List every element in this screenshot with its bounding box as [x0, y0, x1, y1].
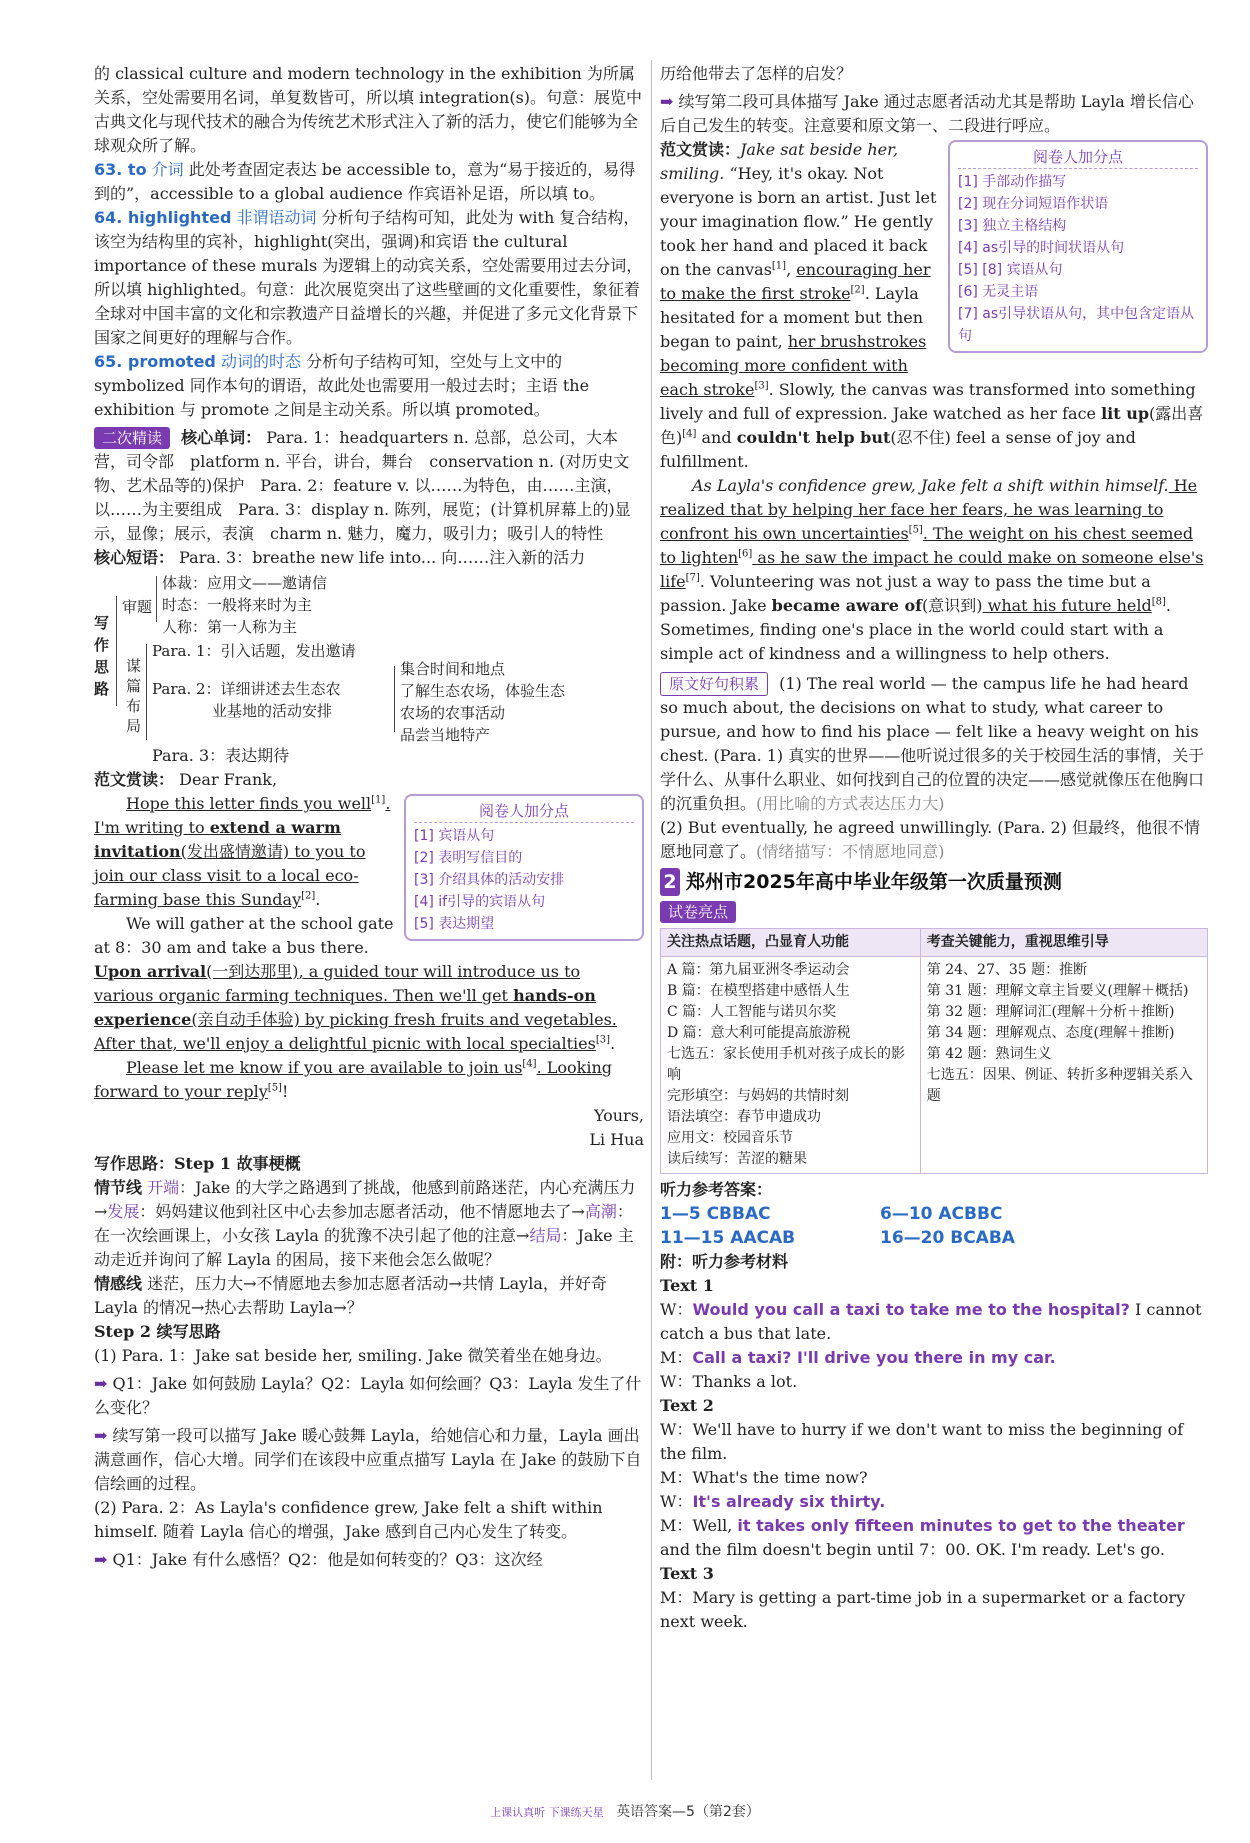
- plot-stage: 发展: [107, 1202, 140, 1221]
- story-text: “Hey, it's okay. Not everyone is born an artist. Just let your imagination flow.” He gently took her hand and placed it back on the canvas: [660, 164, 937, 279]
- section-heading: [660, 868, 1208, 896]
- list-item: 七选五：因果、例证、转折多种逻辑关系入题: [926, 1067, 1193, 1104]
- letter-keyphrase: Upon arrival: [94, 962, 207, 981]
- key-sentence: Would you call a taxi to take me to the hospital?: [692, 1300, 1130, 1319]
- answer-64-type: 非谓语动词: [236, 208, 317, 227]
- story-gloss: (忍不住): [890, 428, 951, 447]
- core-words: [94, 426, 644, 546]
- emotion-line: [94, 1272, 644, 1320]
- text2-line: [660, 1514, 1208, 1562]
- answer-group: 1—5 CBBAC: [660, 1204, 771, 1224]
- bonus-box-1-item: [4] if引导的宾语从句: [414, 894, 546, 910]
- emotion-line-label: 情感线: [94, 1274, 143, 1293]
- bonus-box-2-item: [1] 手部动作描写: [958, 174, 1067, 190]
- dialog-text: M：Well,: [660, 1516, 738, 1535]
- bonus-box-2-item: [6] 无灵主语: [958, 284, 1039, 300]
- bonus-box-1-title: 阅卷人加分点: [414, 800, 634, 823]
- bonus-box-1-item: [3] 介绍具体的活动安排: [414, 872, 565, 888]
- speaker: W：: [660, 1492, 693, 1511]
- table-cell-skills: [920, 957, 1207, 1174]
- text3-heading: Text 3: [660, 1564, 714, 1583]
- bonus-box-2-item: [7] as引导状语从句，其中包含定语从句: [958, 306, 1195, 344]
- letter-text: . I'm writing to: [94, 794, 391, 837]
- story-text: . Layla hesitated for a moment but then began to paint,: [660, 284, 924, 351]
- answer-65: [94, 350, 644, 422]
- letter-text: by picking fresh fruits and vegetables. After that, we'll enjoy a delightful picnic with local specialties: [94, 1010, 617, 1053]
- story-keyphrase: lit up: [1101, 404, 1150, 423]
- outline-p2b: 业基地的活动安排: [212, 702, 333, 720]
- list-item: 第 34 题：理解观点、态度(理解＋推断): [926, 1025, 1175, 1041]
- letter-text: . Looking forward to your reply: [94, 1058, 612, 1101]
- para2-start: (2) Para. 2：As Layla's confidence grew, Jake felt a shift within himself. 随着 Layla 信心的增强，Jake 感到自己内心发生了转变。: [94, 1498, 603, 1541]
- story-gloss: (意识到): [922, 596, 983, 615]
- list-item: 第 32 题：理解词汇(理解＋分析＋推断): [926, 1004, 1175, 1020]
- model-essay-label: 范文赏读：: [660, 140, 741, 159]
- list-item: 应用文：校园音乐节: [667, 1130, 793, 1146]
- list-item: A 篇：第九届亚洲冬季运动会: [667, 962, 850, 978]
- plot-stage: 结局: [529, 1226, 562, 1245]
- listening-answers: [660, 1202, 1208, 1250]
- outline-vertical-label: 写作思路: [94, 614, 110, 698]
- footer-page-label: 英语答案—5（第2套）: [616, 1804, 760, 1820]
- section-title: 郑州市2025年高中毕业年级第一次质量预测: [686, 871, 1062, 893]
- plot-line-label: 情节线: [94, 1178, 143, 1197]
- text1-heading: Text 1: [660, 1276, 714, 1295]
- answer-63-text: 此处考查固定表达 be accessible to，意为“易于接近的，易得到的”，accessible to a global audience 作宾语补足语，所以填 to。: [94, 160, 636, 203]
- list-item: 读后续写：苦涩的糖果: [667, 1151, 807, 1167]
- story-text: encouraging her to make the first stroke: [660, 260, 931, 303]
- answer-group: 16—20 BCABA: [880, 1228, 1015, 1248]
- good-sentence-text: (2) But eventually, he agreed unwillingly. (Para. 2) 但最终，他很不情愿地同意了。: [660, 818, 1200, 861]
- step2-heading: Step 2 续写思路: [94, 1322, 221, 1341]
- outline-s2: 时态：一般将来时为主: [162, 596, 313, 614]
- core-words-text: Para. 1：headquarters n. 总部，总公司，大本营，司令部 platform n. 平台，讲台，舞台 conservation n. (对历史文物、艺术品等的)保护 Para. 2：feature v. 以……为特色，由……主演，以……为主要组成 Para. 3：display n. 陈列，展览；(计算机屏幕上的)显示，显像；展示，表演 charm n. 魅力，魔力，吸引力；吸引人的特性: [94, 428, 631, 543]
- para2-questions: [94, 1548, 644, 1572]
- plot-stage: 开端: [147, 1178, 180, 1197]
- letter-signature: Li Hua: [589, 1130, 644, 1149]
- letter-text: , a guided tour will introduce us to various organic farming techniques. Then we'll get: [94, 962, 581, 1005]
- outline-p2c1: 集合时间和地点: [400, 660, 506, 678]
- list-item: 七选五：家长使用手机对孩子成长的影响: [667, 1046, 905, 1083]
- para1-questions-text: Q1：Jake 如何鼓励 Layla？Q2：Layla 如何绘画？Q3：Layla 发生了什么变化？: [94, 1374, 642, 1417]
- answer-64-text: 分析句子结构可知，此处为 with 复合结构，该空为结构里的宾补，highlight(突出，强调)和宾语 the cultural importance of these murals 为逻辑上的动宾关系，空处需要用过去分词，所以填 highlighted。句意：此次展览突出了这些壁画的文化重要性，象征着全球对中国丰富的文化和宗教遗产日益增长的兴趣，并促进了多元文化背景下国家之间更好的理解与合作。: [94, 208, 643, 347]
- list-item: D 篇：意大利可能提高旅游税: [667, 1025, 851, 1041]
- letter-paragraph-3: Please let me know if you are available to join us[4]. Looking forward to your reply[5]!: [94, 1058, 612, 1101]
- outline-bracket-2: [156, 576, 157, 622]
- story-text: her brushstrokes becoming more confident with each stroke: [660, 332, 927, 399]
- answer-65-type: 动词的时态: [220, 352, 301, 371]
- list-item: 完形填空：与妈妈的共情时刻: [667, 1088, 849, 1104]
- story-text: ,: [786, 260, 797, 279]
- left-column: [94, 62, 644, 1572]
- letter-paragraph-1: Hope this letter finds you well[1]. I'm writing to extend a warm invitation(发出盛情邀请) to you to join our class visit to a local eco-farming base this Sunday[2].: [94, 794, 391, 909]
- bonus-box-1-item: [5] 表达期望: [414, 916, 495, 932]
- text2-line: M：What's the time now?: [660, 1468, 868, 1487]
- story-text: . Slowly, the canvas was transformed into something lively and full of expression. Jake watched as her face: [660, 380, 1196, 423]
- outline-p2c4: 品尝当地特产: [400, 726, 491, 744]
- text3-line: M：Mary is getting a part-time job in a supermarket or a factory next week.: [660, 1588, 1186, 1631]
- listening-material-title: 附：听力参考材料: [660, 1252, 789, 1271]
- story-keyphrase: couldn't help but: [736, 428, 891, 447]
- letter-keyphrase: hands-on experience: [94, 986, 596, 1029]
- story-text: as he saw the impact he could make on someone else's life: [660, 548, 1204, 591]
- arrow-icon: ➡: [660, 92, 674, 111]
- table-header-row: [661, 929, 1208, 957]
- story-text: what his future held: [982, 596, 1152, 615]
- list-item: 第 31 题：理解文章主旨要义(理解＋概括): [926, 983, 1189, 999]
- plot-line: [94, 1176, 644, 1272]
- bonus-points-box-1: [404, 794, 644, 941]
- text2-heading: Text 2: [660, 1396, 714, 1415]
- key-sentence: Call a taxi? I'll drive you there in my car.: [692, 1348, 1056, 1367]
- good-sentence-text: (1) The real world — the campus life he had heard so much about, the decisions on what to study, what career to pursue, and how to find his place — felt like a heavy weight on his chest. (Para. 1) 真实的世界——他听说过很多的关于校园生活的事情，关于学什么、从事什么职业、如何找到自己的位置的决定——感觉就像压在他胸口的沉重负担。: [660, 674, 1205, 813]
- text2-line: [660, 1490, 1208, 1514]
- dialog-text: and the film doesn't begin until 7：00. OK. I'm ready. Let's go.: [660, 1540, 1165, 1559]
- letter-text: Hope this letter finds you well: [126, 794, 372, 813]
- good-sentences-2: [660, 816, 1208, 864]
- list-item: B 篇：在模型搭建中感悟人生: [667, 983, 850, 999]
- bonus-box-1-item: [2] 表明写信目的: [414, 850, 523, 866]
- plot-text: ：Jake 的大学之路遇到了挑战，他感到前路迷茫，内心充满压力→: [94, 1178, 636, 1221]
- speaker: W：: [660, 1300, 693, 1319]
- core-phrases-label: 核心短语：: [94, 548, 175, 567]
- para1-start: (1) Para. 1：Jake sat beside her, smiling. Jake 微笑着坐在她身边。: [94, 1346, 612, 1365]
- story-text: . Volunteering was not just a way to pass the time but a passion. Jake: [660, 572, 1151, 615]
- arrow-icon: ➡: [94, 1374, 108, 1393]
- text1-line: [660, 1298, 1208, 1346]
- answer-group: 11—15 AACAB: [660, 1228, 796, 1248]
- outline-bracket-3: [146, 644, 147, 740]
- dialog-text: I cannot catch a bus that late.: [660, 1300, 1202, 1343]
- para1-guide: [94, 1424, 644, 1496]
- list-item: 第 24、27、35 题：推断: [926, 962, 1088, 978]
- text1-line: [660, 1346, 1208, 1370]
- list-item: C 篇：人工智能与诺贝尔奖: [667, 1004, 837, 1020]
- table-header: 关注热点话题，凸显育人功能: [661, 929, 921, 957]
- core-words-label: 核心单词：: [181, 428, 262, 447]
- para2-questions-cont: 历给他带去了怎样的启发？: [660, 64, 853, 83]
- letter-gloss: (亲自动手体验): [191, 1010, 300, 1029]
- bonus-box-2-item: [5] [8] 宾语从句: [958, 262, 1063, 278]
- bonus-box-2-item: [4] as引导的时间状语从句: [958, 240, 1125, 256]
- outline-p3-text: Para. 3：表达期待: [152, 746, 290, 765]
- letter-sign-off: Yours,: [593, 1106, 644, 1125]
- plot-text: ：Jake 主动走近并询问了解 Layla 的困局，接下来他会怎么做呢？: [94, 1226, 634, 1269]
- answer-63-number: 63. to: [94, 160, 147, 179]
- model-essay-label: 范文赏读：: [94, 770, 175, 789]
- story-text: feel a sense of joy and fulfillment.: [660, 428, 1136, 471]
- story-text: . Sometimes, finding one's place in the world could start with a simple act of kindness and a willingness to help others.: [660, 596, 1171, 663]
- answer-group: 6—10 ACBBC: [880, 1204, 1003, 1224]
- bonus-box-2-item: [3] 独立主格结构: [958, 218, 1067, 234]
- text2-line: W：We'll have to hurry if we don't want to miss the beginning of the film.: [660, 1420, 1184, 1463]
- plot-text: ：在一次绘画课上，小女孩 Layla 的犹豫不决引起了他的注意→: [94, 1202, 633, 1245]
- para1-questions: [94, 1372, 644, 1420]
- model-continuation-p1: 范文赏读：Jake sat beside her, smiling. “Hey, it's okay. Not everyone is born an artist. Just let your imagination flow.” He gently took her hand and placed it back on the canvas[1], encouraging her to make the first stroke[2]. Layla hesitated for a moment but then began to paint, her brushstrokes becoming more confident with each stroke[3]. Slowly, the canvas was transformed into something lively and full of expression. Jake watched as her face lit up(露出喜色)[4] and couldn't help but(忍不住) feel a sense of joy and fulfillment.: [660, 140, 1204, 471]
- writing-outline-diagram: [94, 572, 644, 742]
- outline-p1: Para. 1：引入话题，发出邀请: [152, 642, 356, 660]
- para2-questions-text: Q1：Jake 有什么感悟？Q2：他是如何转变的？Q3：这次经: [112, 1550, 543, 1569]
- bonus-box-2-item: [2] 现在分词短语作状语: [958, 196, 1109, 212]
- outline-moupian: 谋篇布局: [126, 657, 142, 735]
- emotion-line-text: 迷茫，压力大→不情愿地去参加志愿者活动→共情 Layla，并好奇 Layla 的情况→热心去帮助 Layla→？: [94, 1274, 607, 1317]
- plot-text: ：妈妈建议他到社区中心去参加志愿者活动，他不情愿地去了→: [139, 1202, 585, 1221]
- answer-65-number: 65. promoted: [94, 352, 216, 371]
- story-text: He realized that by helping her face her fears, he was learning to confront his own uncertainties: [660, 476, 1198, 543]
- letter-text: Please let me know if you are available to join us: [126, 1058, 523, 1077]
- bonus-points-box-2: [948, 140, 1208, 353]
- story-text: . The weight on his chest seemed to lighten: [660, 524, 1194, 567]
- answer-64: [94, 206, 644, 350]
- letter-text: We will gather at the school gate at 8：30 am and take a bus there.: [94, 914, 394, 957]
- key-sentence: It's already six thirty.: [692, 1492, 886, 1511]
- answer-64-number: 64. highlighted: [94, 208, 232, 227]
- tag-second-reading: 二次精读: [94, 427, 170, 449]
- right-column: [660, 62, 1208, 1634]
- core-phrases: [94, 546, 644, 570]
- letter-gloss: (发出盛情邀请): [180, 842, 290, 861]
- outline-p2c3: 农场的农事活动: [400, 704, 506, 722]
- page-footer: [0, 1800, 1250, 1825]
- column-divider: [651, 60, 652, 1780]
- letter-keyphrase: extend a warm invitation: [94, 818, 341, 861]
- outline-bracket: [116, 596, 117, 706]
- outline-s3: 人称：第一人称为主: [162, 618, 298, 636]
- letter-paragraph-2: We will gather at the school gate at 8：30 am and take a bus there. Upon arrival(一到达那里), a guided tour will introduce us to various organic farming techniques. Then we'll get hands-on experience(亲自动手体验) by picking fresh fruits and vegetables. After that, we'll enjoy a delightful picnic with local specialties[3].: [94, 914, 617, 1053]
- good-sentence-note: (情绪描写：不情愿地同意): [756, 842, 945, 861]
- model-continuation-p2: As Layla's confidence grew, Jake felt a shift within himself. He realized that by helping her face her fears, he was learning to confront his own uncertainties[5]. The weight on his chest seemed to lighten[6] as he saw the impact he could make on someone else's life[7]. Volunteering was not just a way to pass the time but a passion. Jake became aware of(意识到) what his future held[8]. Sometimes, finding one's place in the world could start with a simple act of kindness and a willingness to help others.: [660, 476, 1204, 663]
- arrow-icon: ➡: [94, 1426, 108, 1445]
- para2-guide-text: 续写第二段可具体描写 Jake 通过志愿者活动尤其是帮助 Layla 增长信心后自己发生的转变。注意要和原文第一、二段进行呼应。: [660, 92, 1194, 135]
- outline-p2a: Para. 2：详细讲述去生态农: [152, 680, 341, 698]
- story-text: As Layla's confidence grew, Jake felt a shift within himself.: [692, 476, 1169, 495]
- good-sentence-note: (用比喻的方式表达压力大): [756, 794, 945, 813]
- answer-63: [94, 158, 644, 206]
- tag-paper-highlights: 试卷亮点: [660, 901, 736, 923]
- key-sentence: it takes only fifteen minutes to get to the theater: [737, 1516, 1185, 1535]
- table-cell-topics: [661, 957, 921, 1174]
- model-essay-heading: [94, 768, 644, 792]
- bonus-box-2-title: 阅卷人加分点: [958, 146, 1198, 169]
- speaker: M：: [660, 1348, 693, 1367]
- highlights-table: [660, 928, 1208, 1174]
- step1-heading: 写作思路：Step 1 故事梗概: [94, 1154, 301, 1173]
- letter-text: to you to join our class visit to a local eco-farming base this Sunday: [94, 842, 366, 909]
- plot-stage: 高潮: [584, 1202, 617, 1221]
- good-sentences-1: [660, 672, 1208, 816]
- para2-guide: [660, 90, 1208, 138]
- list-item: 第 42 题：熟词生义: [926, 1046, 1052, 1062]
- tag-good-sentences: 原文好句积累: [660, 672, 768, 696]
- outline-p2c2: 了解生态农场，体验生态: [400, 682, 566, 700]
- outline-p3-line: [94, 744, 644, 768]
- list-item: 语法填空：春节申遗成功: [667, 1109, 821, 1125]
- listening-answers-title: 听力参考答案：: [660, 1180, 773, 1199]
- outline-s1: 体裁：应用文——邀请信: [162, 574, 328, 592]
- answer-65-text: 分析句子结构可知，空处与上文中的 symbolized 同作本句的谓语，故此处也需要用一般过去时；主语 the exhibition 与 promote 之间是主动关系。所以填 promoted。: [94, 352, 590, 419]
- arrow-icon: ➡: [94, 1550, 108, 1569]
- story-gloss: (露出喜色): [660, 404, 1204, 447]
- outline-bracket-4: [394, 666, 395, 732]
- para-62-explanation: 的 classical culture and modern technology in the exhibition 为所属关系，空处需要用名词，单复数皆可，所以填 integration(s)。句意：展览中古典文化与现代技术的融合为传统艺术形式注入了新的活力，使它们能够为全球观众所了解。: [94, 64, 643, 155]
- letter-gloss: (一到达那里): [206, 962, 299, 981]
- text1-line: W：Thanks a lot.: [660, 1372, 798, 1391]
- story-text: and: [696, 428, 737, 447]
- answer-63-type: 介词: [151, 160, 184, 179]
- bonus-box-1-item: [1] 宾语从句: [414, 828, 495, 844]
- core-phrases-text: Para. 3：breathe new life into... 向……注入新的活力: [179, 548, 586, 567]
- table-header: 考查关键能力，重视思维引导: [920, 929, 1207, 957]
- section-number: 2: [660, 868, 680, 896]
- outline-shenti: 审题: [122, 598, 153, 616]
- footer-logo: 上课认真听 下课练天星: [490, 1806, 604, 1819]
- table-row: [661, 957, 1208, 1174]
- para1-guide-text: 续写第一段可以描写 Jake 暖心鼓舞 Layla，给她信心和力量，Layla 画出满意画作，信心大增。同学们在该段中应重点描写 Layla 在 Jake 的鼓励下自信绘画的过程。: [94, 1426, 642, 1493]
- story-text: Jake sat beside her, smiling.: [660, 140, 899, 183]
- letter-greeting: Dear Frank,: [179, 770, 278, 789]
- story-keyphrase: became aware of: [771, 596, 923, 615]
